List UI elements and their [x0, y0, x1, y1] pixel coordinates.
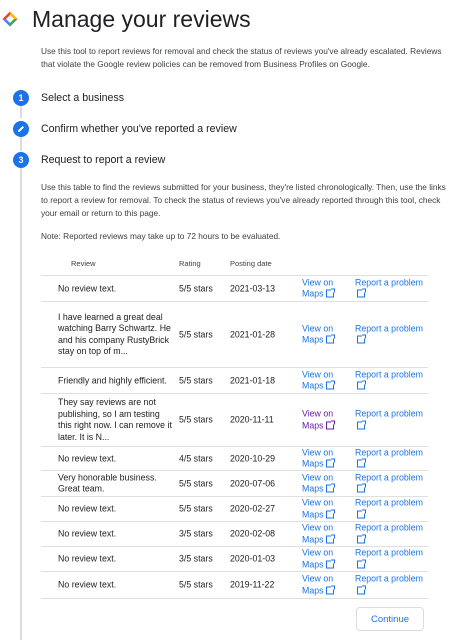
report-a-problem-label: Report a problem — [355, 547, 423, 558]
page-title: Manage your reviews — [32, 6, 251, 32]
report-a-problem-label: Report a problem — [355, 472, 423, 482]
table-row — [41, 276, 428, 302]
open-in-new-icon — [357, 421, 365, 429]
table-row — [41, 302, 428, 368]
table-row — [41, 547, 428, 572]
open-in-new-icon — [357, 586, 365, 594]
report-a-problem-label: Report a problem — [355, 369, 423, 379]
review-rating: 5/5 stars — [179, 374, 213, 385]
report-a-problem-link[interactable] — [355, 409, 428, 432]
report-a-problem-label: Report a problem — [355, 408, 423, 419]
review-date: 2020-11-11 — [230, 414, 274, 425]
review-date: 2021-01-18 — [230, 374, 275, 385]
step-2-label[interactable]: Confirm whether you've reported a review — [41, 123, 237, 135]
open-in-new-icon — [326, 586, 334, 594]
review-date: 2019-11-22 — [230, 579, 275, 590]
pencil-edit-icon — [13, 121, 29, 137]
table-row — [41, 447, 428, 471]
stepper-line — [20, 106, 22, 118]
table-body — [41, 276, 428, 599]
review-rating: 3/5 stars — [179, 528, 213, 539]
open-in-new-icon — [326, 535, 334, 543]
review-text: No review text. — [58, 553, 117, 564]
column-header-rating: Rating — [179, 259, 201, 268]
review-rating: 5/5 stars — [179, 414, 213, 425]
view-on-maps-link[interactable] — [302, 447, 346, 470]
open-in-new-icon — [357, 290, 365, 298]
step-1-badge: 1 — [13, 90, 29, 106]
table-row — [41, 522, 428, 547]
open-in-new-icon — [357, 336, 365, 344]
open-in-new-icon — [326, 421, 334, 429]
stepper-line — [20, 137, 22, 151]
review-text: They say reviews are not publishing, so I am testing this right now. I can remove it later. It is N... — [58, 397, 172, 442]
view-on-maps-label: View on Maps — [302, 369, 334, 391]
view-on-maps-link[interactable] — [302, 277, 346, 300]
open-in-new-icon — [326, 485, 334, 493]
review-rating: 5/5 stars — [179, 477, 213, 488]
review-rating: 4/5 stars — [179, 452, 213, 463]
review-date: 2020-01-03 — [230, 553, 275, 564]
report-a-problem-link[interactable] — [355, 574, 428, 597]
table-row — [41, 368, 428, 394]
open-in-new-icon — [326, 382, 334, 390]
view-on-maps-label: View on Maps — [302, 277, 334, 299]
review-date: 2021-01-28 — [230, 328, 275, 339]
report-a-problem-link[interactable] — [355, 369, 428, 392]
report-a-problem-link[interactable] — [355, 277, 428, 300]
review-text: No review text. — [58, 503, 117, 514]
report-a-problem-link[interactable] — [355, 323, 428, 346]
view-on-maps-link[interactable] — [302, 472, 346, 495]
report-a-problem-link[interactable] — [355, 447, 428, 470]
report-a-problem-link[interactable] — [355, 548, 428, 571]
review-text: Very honorable business. Great team. — [58, 472, 157, 494]
review-date: 2020-02-08 — [230, 528, 275, 539]
view-on-maps-label: View on Maps — [302, 472, 334, 494]
view-on-maps-link[interactable] — [302, 523, 346, 546]
review-text: Friendly and highly efficient. — [58, 374, 167, 385]
table-row — [41, 394, 428, 447]
report-a-problem-link[interactable] — [355, 523, 428, 546]
view-on-maps-label: View on Maps — [302, 323, 334, 345]
view-on-maps-link[interactable] — [302, 574, 346, 597]
review-rating: 5/5 stars — [179, 328, 213, 339]
review-text: No review text. — [58, 282, 117, 293]
view-on-maps-label: View on Maps — [302, 573, 334, 595]
open-in-new-icon — [357, 535, 365, 543]
view-on-maps-label: View on Maps — [302, 547, 334, 569]
report-a-problem-label: Report a problem — [355, 573, 423, 584]
step-3-badge: 3 — [13, 152, 29, 168]
review-rating: 3/5 stars — [179, 553, 213, 564]
open-in-new-icon — [357, 485, 365, 493]
review-date: 2020-07-06 — [230, 477, 275, 488]
view-on-maps-link[interactable] — [302, 409, 346, 432]
view-on-maps-label: View on Maps — [302, 522, 334, 544]
open-in-new-icon — [326, 510, 334, 518]
table-row — [41, 572, 428, 599]
report-a-problem-label: Report a problem — [355, 522, 423, 533]
view-on-maps-link[interactable] — [302, 369, 346, 392]
open-in-new-icon — [357, 510, 365, 518]
continue-button[interactable]: Continue — [356, 607, 424, 631]
open-in-new-icon — [326, 290, 334, 298]
review-date: 2021-03-13 — [230, 282, 275, 293]
review-rating: 5/5 stars — [179, 503, 213, 514]
open-in-new-icon — [357, 460, 365, 468]
open-in-new-icon — [326, 460, 334, 468]
column-header-review: Review — [71, 259, 96, 268]
google-my-business-logo-icon — [2, 11, 18, 27]
report-a-problem-link[interactable] — [355, 498, 428, 521]
step-3-label: Request to report a review — [41, 154, 166, 166]
review-text: I have learned a great deal watching Barry Schwartz. He and his company RustyBrick stay on top of m... — [58, 311, 171, 356]
reviews-table[interactable] — [41, 250, 428, 611]
table-header — [41, 251, 428, 276]
report-a-problem-label: Report a problem — [355, 277, 423, 287]
table-row — [41, 471, 428, 497]
open-in-new-icon — [357, 560, 365, 568]
view-on-maps-label: View on Maps — [302, 408, 334, 430]
view-on-maps-link[interactable] — [302, 498, 346, 521]
view-on-maps-link[interactable] — [302, 548, 346, 571]
review-rating: 5/5 stars — [179, 282, 213, 293]
review-date: 2020-10-29 — [230, 452, 275, 463]
table-row — [41, 497, 428, 522]
open-in-new-icon — [357, 382, 365, 390]
step-1-label[interactable]: Select a business — [41, 92, 125, 104]
column-header-date: Posting date — [230, 259, 272, 268]
evaluation-note: Note: Reported reviews may take up to 72 hours to be evaluated. — [41, 231, 281, 241]
review-text: No review text. — [58, 528, 117, 539]
intro-text: Use this tool to report reviews for removal and check the status of reviews you've already escalated. Reviews that violate the Google review policies can be removed from Business Profiles on Google. — [41, 46, 442, 69]
step-3-description: Use this table to find the reviews submitted for your business, they're listed chronologically. Then, use the links to report a review for removal. To check the status of reviews you've already reported through this tool, check your email or return to this page. — [41, 182, 446, 218]
view-on-maps-label: View on Maps — [302, 447, 334, 469]
open-in-new-icon — [326, 560, 334, 568]
report-a-problem-link[interactable] — [355, 472, 428, 495]
view-on-maps-link[interactable] — [302, 323, 346, 346]
report-a-problem-label: Report a problem — [355, 497, 423, 508]
open-in-new-icon — [326, 336, 334, 344]
view-on-maps-label: View on Maps — [302, 497, 334, 519]
stepper-line — [20, 168, 22, 640]
review-date: 2020-02-27 — [230, 503, 275, 514]
report-a-problem-label: Report a problem — [355, 323, 423, 333]
review-text: No review text. — [58, 452, 117, 463]
report-a-problem-label: Report a problem — [355, 447, 423, 457]
review-text: No review text. — [58, 579, 117, 590]
review-rating: 5/5 stars — [179, 579, 213, 590]
